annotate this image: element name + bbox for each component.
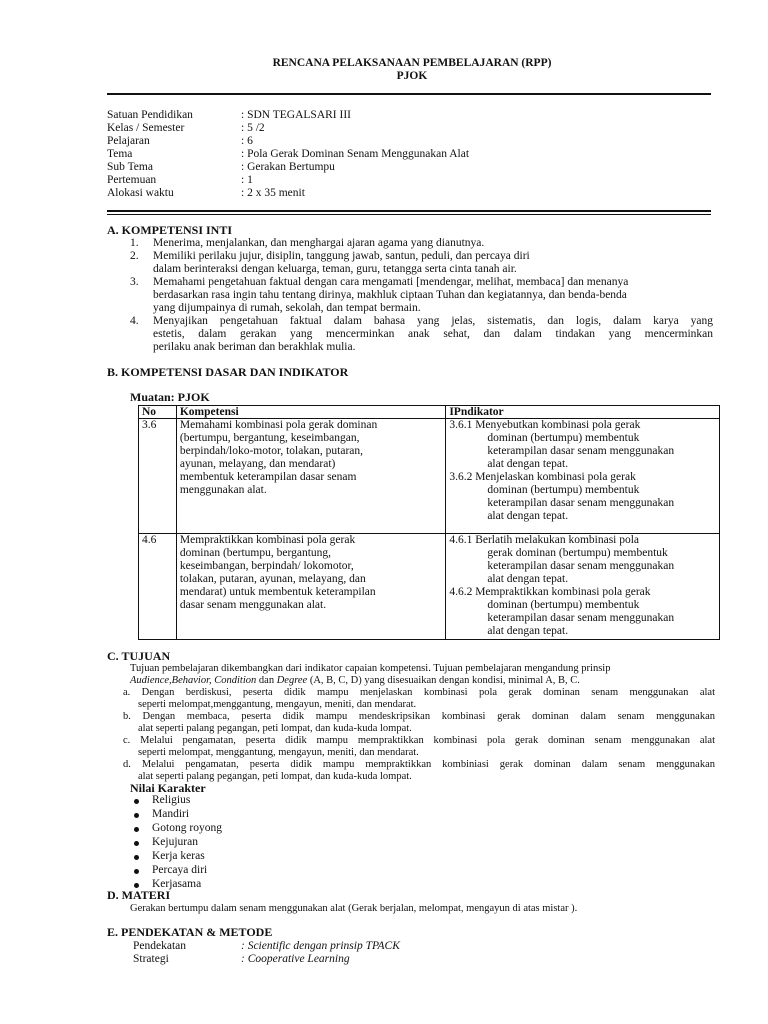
identity-value-kelas: : 5 /2 (241, 122, 265, 134)
ki-number-2: 2. (130, 250, 139, 262)
identity-value-alokasi: : 2 x 35 menit (241, 187, 305, 199)
bullet-icon (134, 855, 139, 860)
title-divider (107, 93, 711, 95)
nilai-item-kejujuran: Kejujuran (152, 836, 198, 848)
tujuan-item-c-cont: seperti melompat, menggantung, mengayun, meniti, dan mendarat. (138, 747, 419, 758)
ki-item-4-cont1: estetis, dalam gerakan yang mencerminkan anak sehat, dan dalam tindakan yang mencerminkan (153, 328, 713, 340)
tujuan-item-b: b. Dengan membaca, peserta didik mampu mendeskripsikan kombinasi gerak dominan dalam senam menggunakan (123, 711, 715, 722)
identity-value-pertemuan: : 1 (241, 174, 253, 186)
row-number: 4.6 (139, 534, 177, 640)
identity-label-kelas: Kelas / Semester (107, 122, 185, 134)
ki-item-2-cont: dalam berinteraksi dengan keluarga, teman, guru, tetangga serta cinta tanah air. (153, 263, 517, 275)
identity-divider-top (107, 210, 711, 212)
table-header-no: No (139, 406, 177, 419)
identity-label-alokasi: Alokasi waktu (107, 187, 174, 199)
bullet-icon (134, 813, 139, 818)
section-b-heading: B. KOMPETENSI DASAR DAN INDIKATOR (107, 365, 349, 379)
row-kompetensi: Memahami kombinasi pola gerak dominan (bertumpu, bergantung, keseimbangan, berpindah/loko-motor, tolakan, putaran, ayunan, melayang, dan mendarat) membentuk keterampilan dasar senam menggunakan alat. (176, 419, 445, 534)
ki-item-3: Memahami pengetahuan faktual dengan cara mengamati [mendengar, melihat, membaca] dan menanya (153, 276, 629, 288)
section-c-heading: C. TUJUAN (107, 649, 171, 663)
ki-item-3-cont2: yang dijumpainya di rumah, sekolah, dan tempat bermain. (153, 302, 421, 314)
identity-label-pertemuan: Pertemuan (107, 174, 157, 186)
identity-value-tema: : Pola Gerak Dominan Senam Menggunakan Alat (241, 148, 470, 160)
table-header-row (139, 406, 720, 419)
identity-value-subtema: : Gerakan Bertumpu (241, 161, 335, 173)
tujuan-item-d-cont: alat seperti palang pegangan, peti lompat, dan kuda-kuda lompat. (138, 771, 412, 782)
identity-value-pelajaran: : 6 (241, 135, 253, 147)
table-row (139, 419, 720, 534)
identity-label-subtema: Sub Tema (107, 161, 153, 173)
ki-number-1: 1. (130, 237, 139, 249)
muatan-label: Muatan: PJOK (130, 390, 210, 404)
bullet-icon (134, 841, 139, 846)
ki-item-2: Memiliki perilaku jujur, disiplin, tanggung jawab, santun, peduli, dan percaya diri (153, 250, 530, 262)
identity-label-tema: Tema (107, 148, 133, 160)
ki-item-4: Menyajikan pengetahuan faktual dalam bahasa yang jelas, sistematis, dan logis, dalam karya yang (153, 315, 713, 327)
section-e-heading: E. PENDEKATAN & METODE (107, 925, 273, 939)
row-indikator: 3.6.1 Menyebutkan kombinasi pola gerak dominan (bertumpu) membentuk keterampilan dasar senam menggunakan alat dengan tepat. 3.6.2 Menjelaskan kombinasi pola gerak dominan (bertumpu) membentuk keterampilan dasar senam menggunakan alat dengan tepat. (446, 419, 720, 534)
strategi-value: : Cooperative Learning (241, 953, 350, 965)
nilai-item-percaya-diri: Percaya diri (152, 864, 208, 876)
identity-value-satuan: : SDN TEGALSARI III (241, 109, 351, 121)
row-indikator: 4.6.1 Berlatih melakukan kombinasi pola gerak dominan (bertumpu) membentuk keterampilan dasar senam menggunakan alat dengan tepat. 4.6.2 Mempraktikkan kombinasi pola gerak dominan (bertumpu) membentuk keterampilan dasar senam menggunakan alat dengan tepat. (446, 534, 720, 640)
nilai-item-kerjasama: Kerjasama (152, 878, 202, 890)
pendekatan-label: Pendekatan (133, 940, 187, 952)
pendekatan-value: : Scientific dengan prinsip TPACK (241, 940, 400, 952)
nilai-item-religius: Religius (152, 794, 191, 806)
identity-divider-bottom (107, 214, 711, 215)
nilai-karakter-heading: Nilai Karakter (130, 781, 206, 795)
identity-label-pelajaran: Pelajaran (107, 135, 150, 147)
identity-label-satuan: Satuan Pendidikan (107, 109, 193, 121)
document-title: RENCANA PELAKSANAAN PEMBELAJARAN (RPP) (272, 57, 552, 69)
bullet-icon (134, 799, 139, 804)
materi-text: Gerakan bertumpu dalam senam menggunakan alat (Gerak berjalan, melompat, mengayun di atas mistar ). (130, 903, 578, 914)
nilai-item-kerja-keras: Kerja keras (152, 850, 205, 862)
strategi-label: Strategi (133, 953, 169, 965)
tujuan-item-b-cont: alat seperti palang pegangan, peti lompat, dan kuda-kuda lompat. (138, 723, 412, 734)
ki-number-3: 3. (130, 276, 139, 288)
document-subtitle: PJOK (396, 70, 428, 82)
kd-indikator-table (138, 405, 720, 640)
tujuan-item-a: a. Dengan berdiskusi, peserta didik mampu menjelaskan kombinasi pola gerak dominan senam menggunakan alat (123, 687, 715, 698)
bullet-icon (134, 827, 139, 832)
tujuan-intro-cont: Audience,Behavior, Condition dan Degree (A, B, C, D) yang disesuaikan dengan kondisi, minimal A, B, C. (130, 675, 580, 686)
ki-item-4-cont2: perilaku anak beriman dan berakhlak mulia. (153, 341, 356, 353)
ki-item-3-cont1: berdasarkan rasa ingin tahu tentang dirinya, makhluk ciptaan Tuhan dan kegiatannya, dan benda-benda (153, 289, 627, 301)
tujuan-item-a-cont: seperti melompat,menggantung, mengayun, meniti, dan mendarat. (138, 699, 417, 710)
section-a-heading: A. KOMPETENSI INTI (107, 223, 233, 237)
nilai-item-gotong-royong: Gotong royong (152, 822, 222, 834)
table-header-kompetensi: Kompetensi (176, 406, 445, 419)
ki-item-1: Menerima, menjalankan, dan menghargai ajaran agama yang dianutnya. (153, 237, 485, 249)
row-number: 3.6 (139, 419, 177, 534)
tujuan-intro: Tujuan pembelajaran dikembangkan dari indikator capaian kompetensi. Tujuan pembelajaran mengandung prinsip (130, 663, 611, 674)
table-row (139, 534, 720, 640)
row-kompetensi: Mempraktikkan kombinasi pola gerak dominan (bertumpu, bergantung, keseimbangan, berpindah/ lokomotor, tolakan, putaran, ayunan, melayang, dan mendarat) untuk membentuk keterampilan dasar senam menggunakan alat. (176, 534, 445, 640)
section-d-heading: D. MATERI (107, 888, 171, 902)
table-header-indikator: IPndikator (446, 406, 720, 419)
ki-number-4: 4. (130, 315, 139, 327)
nilai-item-mandiri: Mandiri (152, 808, 190, 820)
tujuan-item-c: c. Melalui pengamatan, peserta didik mampu mempraktikkan kombinasi pola gerak dominan senam menggunakan alat (123, 735, 715, 746)
tujuan-item-d: d. Melalui pengamatan, peserta didik mampu mempraktikkan kombiniasi gerak dominan dalam senam menggunakan (123, 759, 715, 770)
bullet-icon (134, 869, 139, 874)
